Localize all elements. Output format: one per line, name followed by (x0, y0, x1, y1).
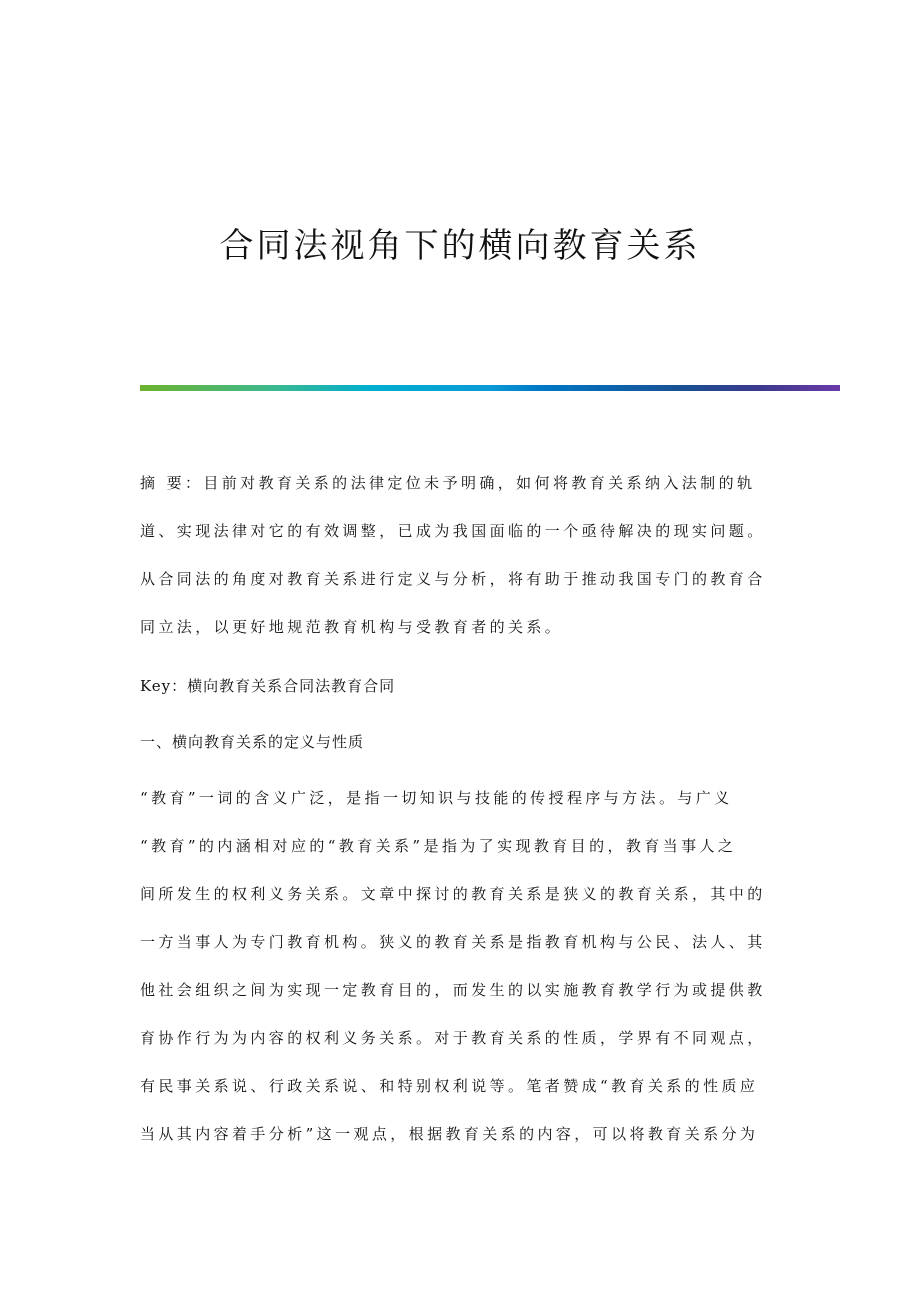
document-title: 合同法视角下的横向教育关系 (219, 226, 701, 266)
body-line: 当从其内容着手分析”这一观点，根据教育关系的内容，可以将教育关系分为 (140, 1125, 759, 1143)
body-line: 他社会组织之间为实现一定教育目的，而发生的以实施教育教学行为或提供教 (140, 981, 766, 999)
abstract-line: 从合同法的角度对教育关系进行定义与分析，将有助于推动我国专门的教育合 (140, 570, 766, 588)
body-line: 有民事关系说、行政关系说、和特别权利说等。笔者赞成“教育关系的性质应 (140, 1077, 759, 1095)
section-heading: 一、横向教育关系的定义与性质 (140, 733, 365, 751)
abstract-line: 同立法，以更好地规范教育机构与受教育者的关系。 (140, 618, 564, 636)
body-line: 一方当事人为专门教育机构。狭义的教育关系是指教育机构与公民、法人、其 (140, 933, 766, 951)
body-line: 间所发生的权利义务关系。文章中探讨的教育关系是狭义的教育关系，其中的 (140, 885, 766, 903)
abstract-line: 摘 要：目前对教育关系的法律定位未予明确，如何将教育关系纳入法制的轨 (140, 474, 756, 492)
body-line: “教育”的内涵相对应的“教育关系”是指为了实现教育目的，教育当事人之 (140, 837, 737, 855)
keywords: Key：横向教育关系合同法教育合同 (140, 677, 396, 695)
abstract-line: 道、实现法律对它的有效调整，已成为我国面临的一个亟待解决的现实问题。 (140, 522, 766, 540)
body-line: “教育”一词的含义广泛，是指一切知识与技能的传授程序与方法。与广义 (140, 789, 733, 807)
body-line: 育协作行为为内容的权利义务关系。对于教育关系的性质，学界有不同观点， (140, 1029, 766, 1047)
gradient-divider (140, 385, 840, 391)
